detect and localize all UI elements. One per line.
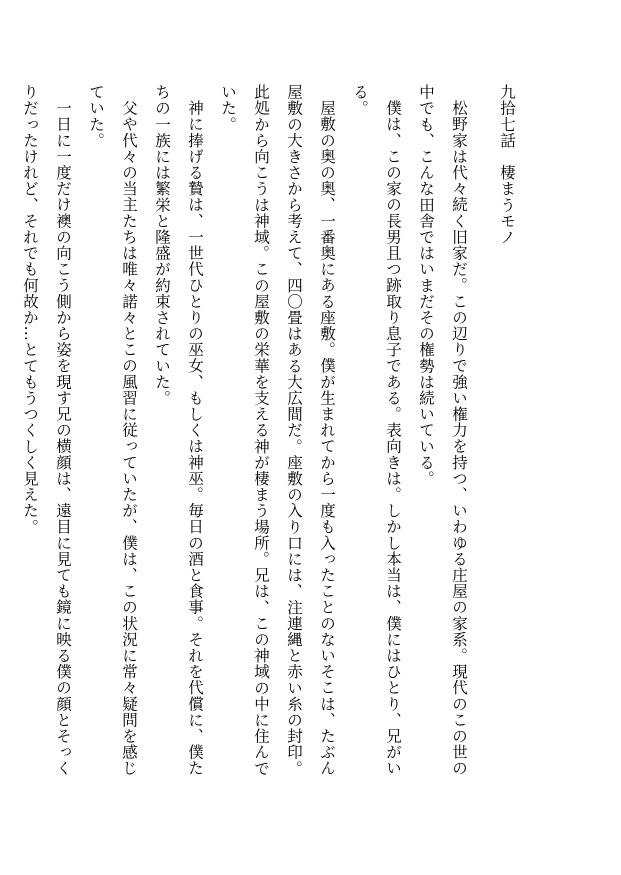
paragraph: 屋敷の奥の奥、一番奥にある座敷。僕が生まれてから一度も入ったことのないそこは、たぶん屋敷の大きさから考えて、四〇畳はある大広間だ。座敷の入り口には、注連縄と赤い糸の封印。此処から向こうは神域。この屋敷の栄華を支える神が棲まう場所。兄は、この神域の中に住んでいた。 xyxy=(219,84,336,777)
paragraph: 松野家は代々続く旧家だ。この辺りで強い権力を持つ、いわゆる庄屋の家系。現代のこの世の中でも、こんな田舎ではいまだその権勢は続いている。 xyxy=(417,84,468,776)
chapter-title: 九拾七話 棲まうモノ xyxy=(498,84,516,245)
paragraph: 父や代々の当主たちは唯々諾々とこの風習に従っていたが、僕は、この状況に常々疑問を感じていた。 xyxy=(87,84,138,776)
paragraph: 神に捧げる贄は、一世代ひとりの巫女、もしくは神巫。毎日の酒と食事。それを代償に、僕たちの一族には繁栄と隆盛が約束されていた。 xyxy=(153,84,204,776)
paragraph: 僕は、この家の長男且つ跡取り息子である。表向きは。しかし本当は、僕にはひとり、兄がいる。 xyxy=(351,84,402,776)
paragraph: 一日に一度だけ襖の向こう側から姿を現す兄の横顔は、遠目に見ても鏡に映る僕の顔とそっくりだったけれど、それでも何故か…とてもうつくしく見えた。 xyxy=(21,84,72,776)
vertical-text-body xyxy=(21,84,523,784)
